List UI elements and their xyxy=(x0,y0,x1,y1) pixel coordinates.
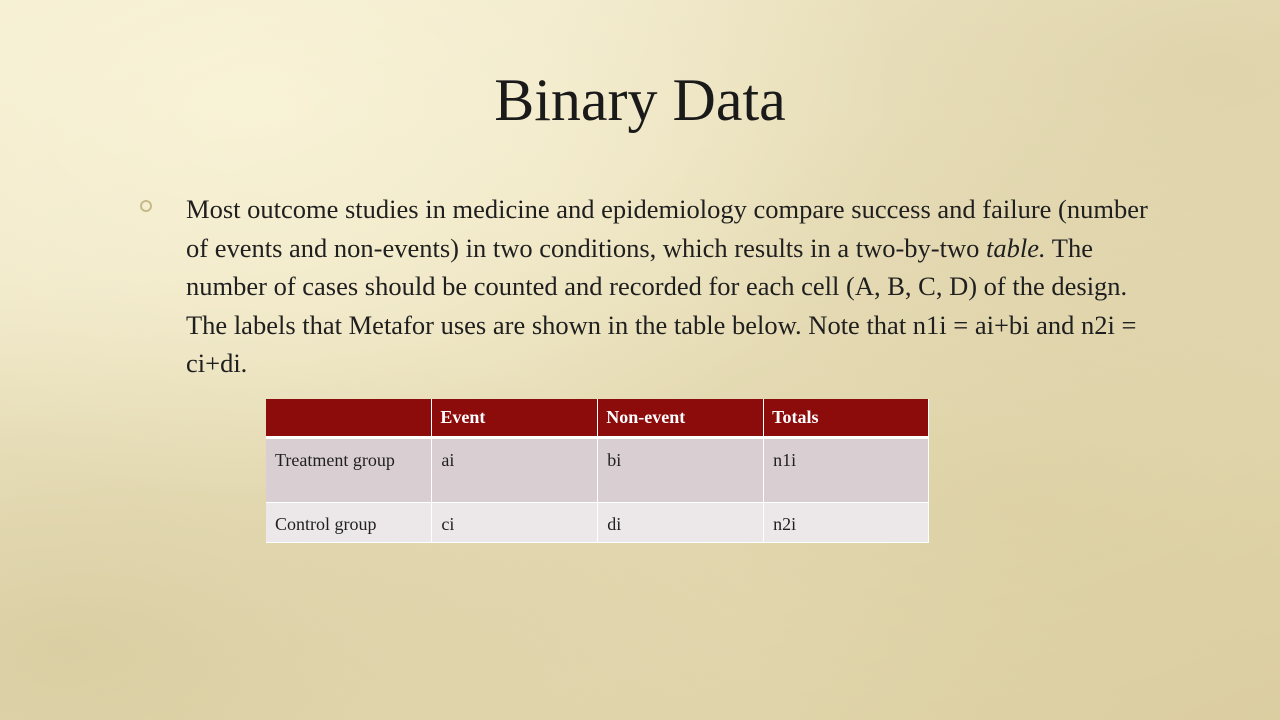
cell-ai: ai xyxy=(432,437,598,502)
bullet-text xyxy=(186,190,1161,383)
header-cell-blank xyxy=(266,399,432,437)
table-row-control xyxy=(266,502,929,542)
table-header-row xyxy=(266,399,929,437)
slide-title: Binary Data xyxy=(494,67,786,133)
contingency-table xyxy=(266,399,929,543)
table-row-treatment xyxy=(266,437,929,502)
cell-n2i: n2i xyxy=(764,502,929,542)
bullet-text-part1: Most outcome studies in medicine and epidemiology compare success and failure (number of events and non-events) in two conditions, which results in a two-by-two xyxy=(186,194,1148,263)
cell-di: di xyxy=(598,502,764,542)
bullet-circle-icon xyxy=(140,200,152,212)
bullet-text-part2: The number of cases should be counted and recorded for each cell (A, B, C, D) of the design. The labels that Metafor uses are shown in the table below. Note that n1i = ai+bi and n2i = ci+di. xyxy=(186,232,1137,378)
bullet-text-italic: table. xyxy=(986,232,1046,263)
cell-n1i: n1i xyxy=(764,437,929,502)
header-cell-event: Event xyxy=(432,399,598,437)
header-cell-totals: Totals xyxy=(764,399,929,437)
cell-ci: ci xyxy=(432,502,598,542)
row-label-treatment: Treatment group xyxy=(266,437,432,502)
row-label-control: Control group xyxy=(266,502,432,542)
cell-bi: bi xyxy=(598,437,764,502)
header-cell-non-event: Non-event xyxy=(598,399,764,437)
